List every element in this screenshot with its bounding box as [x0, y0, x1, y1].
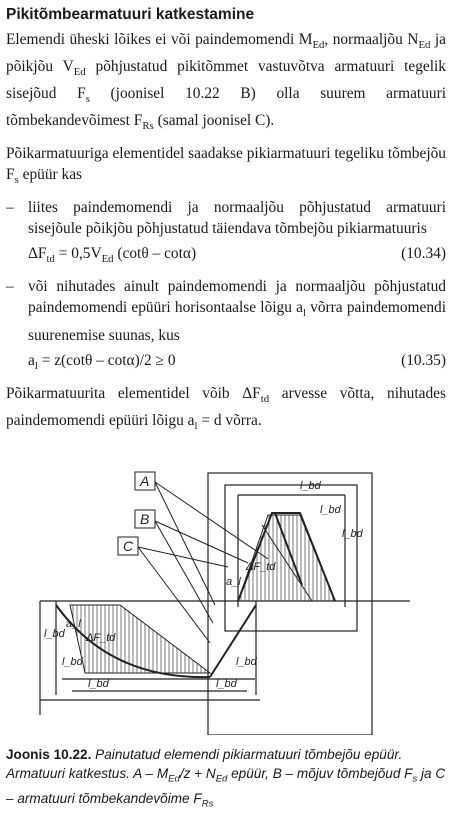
figure-caption: [6, 745, 448, 813]
dF-label-top: ΔF_td: [246, 561, 276, 573]
lbd-label-right: l_bd: [236, 656, 257, 668]
figure-10-22: [0, 455, 452, 735]
lbd-label-left2: l_bd: [62, 656, 83, 668]
caption-text: Painutatud elemendi pikiarmatuuri tõmbejõu epüür. Armatuuri katkestus. $A - M_{Ed}/z + N_{Ed}$ epüür, B – mõjuv tõmbejõud $F_s$ ja C – armatuuri tõmbekandevõime $F_{Rs}$: [6, 747, 446, 810]
bullet-list: [6, 197, 446, 376]
paragraph-1: [6, 29, 446, 137]
formula2-number: (10.35): [401, 351, 446, 369]
caption-label: Joonis 10.22.: [6, 747, 92, 762]
top-hatch-region: [238, 515, 335, 601]
figure-label-a: A: [140, 473, 150, 489]
item1-text: liites paindemomendi ja normaaljõu põhjustatud armatuuri sisejõule põikjõu põhjustatud täiendava tõmbejõu pikiarmatuuris: [28, 199, 446, 238]
al-label-top: a_l: [226, 576, 241, 588]
list-item-2: [6, 276, 446, 345]
formula-10-34: [6, 243, 446, 270]
paragraph-3: [6, 383, 446, 437]
al-label-left: a_l: [66, 618, 81, 630]
lbd-label-top1: l_bd: [300, 480, 321, 492]
figure-label-c: C: [123, 538, 134, 554]
para2-text: Põikarmatuuriga elementidel saadakse pikiarmatuuri tegeliku tõmbejõu $F_s$ epüür kas: [6, 145, 446, 187]
dF-label-left: ΔF_td: [86, 632, 116, 644]
lbd-label-top3: l_bd: [342, 528, 363, 540]
lbd-label-bottom1: l_bd: [88, 678, 109, 690]
dash-icon: –: [6, 278, 14, 296]
lbd-label-left1: l_bd: [44, 628, 65, 640]
text-block: [6, 4, 446, 443]
formula1-number: (10.34): [401, 245, 446, 263]
lbd-label-bottom2: l_bd: [216, 678, 237, 690]
dash-icon: –: [6, 199, 14, 217]
list-item-1: [6, 197, 446, 239]
item2-text: või nihutades ainult paindemomendi ja normaaljõu põhjustatud paindemomendi epüüri horisontaalse lõigu $a_l$ võrra paindemomendi suurenemise suunas, kus: [28, 278, 447, 344]
figure-label-b: B: [140, 511, 150, 527]
formula2-expr: $a_l = z(\cot\theta - \cot\alpha)/2 \ge 0$: [28, 351, 176, 372]
formula1-expr: $\Delta F_{td} = 0,5V_{Ed}$ (cotθ – cotα): [28, 245, 197, 266]
lbd-label-top2: l_bd: [320, 504, 341, 516]
section-heading: Pikitõmbearmatuuri katkestamine: [6, 6, 255, 23]
para3-text: Põikarmatuurita elementidel võib $\Delta F_{td}$ arvesse võtta, nihutades paindemomendi epüüri lõigu $a_l = d$ võrra.: [6, 384, 446, 432]
formula-10-35: [6, 350, 446, 377]
paragraph-2: [6, 143, 446, 191]
para1-text: Elemendi üheski lõikes ei või paindemomendi $M_{Ed}$, normaaljõu $N_{Ed}$ ja põikjõu $V_{Ed}$ põhjustatud pikitõmmet vastuvõtva armatuuri tegelik sisejõud $F_s$ (joonisel 10.22 B) olla suurem armatuuri tõmbekandevõimest $F_{Rs}$ (samal joonisel C).: [6, 31, 446, 133]
